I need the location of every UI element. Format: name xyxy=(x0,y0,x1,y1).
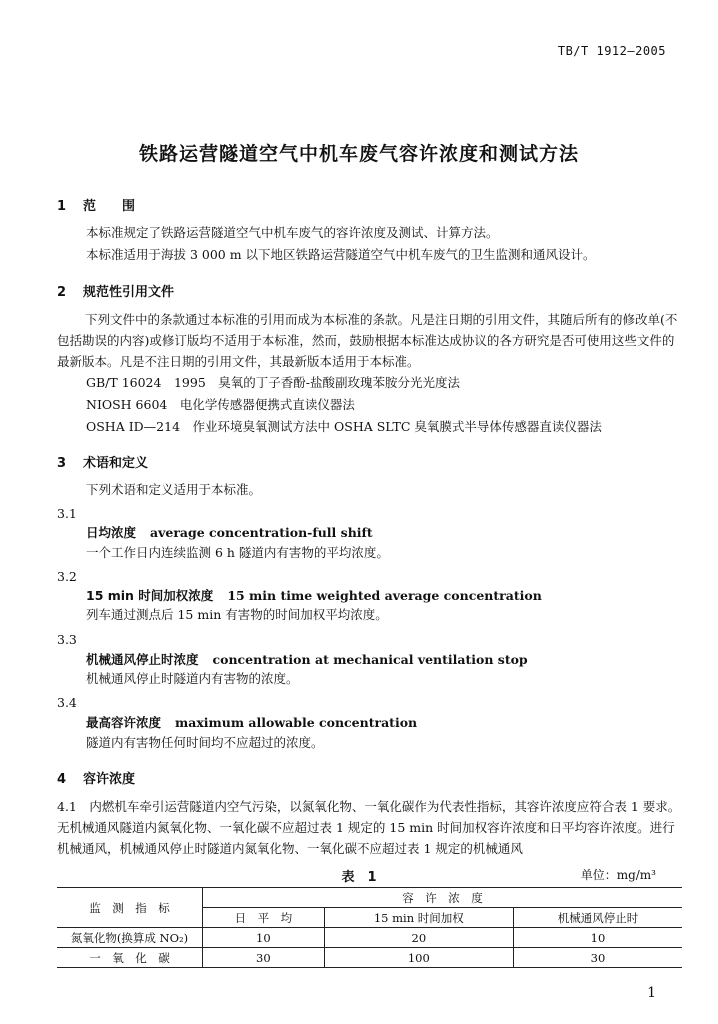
section-title: 范 围 xyxy=(83,199,136,214)
standard-number: TB/T 1912—2005 xyxy=(557,44,666,58)
term-en: 15 min time weighted average concentration xyxy=(227,588,542,603)
term-heading xyxy=(86,713,417,731)
term-definition: 隧道内有害物任何时间均不应超过的浓度。 xyxy=(86,735,324,750)
table-cell: 100 xyxy=(324,948,513,968)
table-header-col: 机械通风停止时 xyxy=(513,908,682,928)
table-cell: 30 xyxy=(513,948,682,968)
table-header-col: 15 min 时间加权 xyxy=(324,908,513,928)
term-zh: 15 min 时间加权浓度 xyxy=(86,588,214,603)
table-header-col: 日 平 均 xyxy=(203,908,325,928)
reference-item: OSHA ID—214 作业环境臭氧测试方法中 OSHA SLTC 臭氧膜式半导体传感器直读仪器法 xyxy=(86,419,602,434)
term-heading xyxy=(86,650,528,668)
clause-text: 内燃机车牵引运营隧道内空气污染，以氮氧化物、一氧化碳作为代表性指标，其容许浓度应符合表 1 要求。无机械通风隧道内氮氧化物、一氧化碳不应超过表 1 规定的 15 min 时间加权容许浓度和日平均容许浓度。进行机械通风，机械通风停止时隧道内氮氧化物、一氧化碳不应超过表 1 规定的机械通风 xyxy=(57,799,681,856)
table-row xyxy=(57,948,682,968)
table-cell-name: 一 氧 化 碳 xyxy=(57,948,203,968)
term-number: 3.3 xyxy=(57,632,77,647)
section-2-heading xyxy=(57,281,174,300)
page-number: 1 xyxy=(647,985,656,1001)
term-en: average concentration-full shift xyxy=(150,525,373,540)
term-number: 3.1 xyxy=(57,506,77,521)
section-number: 1 xyxy=(57,199,67,214)
term-zh: 日均浓度 xyxy=(86,525,137,540)
concentration-table xyxy=(57,887,682,968)
table-cell: 20 xyxy=(324,928,513,948)
table-header-group: 容 许 浓 度 xyxy=(203,888,683,908)
reference-item: GB/T 16024 1995 臭氧的丁子香酚-盐酸副玫瑰苯胺分光光度法 xyxy=(86,375,460,390)
section-4-heading xyxy=(57,768,135,787)
table-unit: 单位：mg/m³ xyxy=(580,868,656,882)
table-cell: 30 xyxy=(203,948,325,968)
section-3-heading xyxy=(57,452,148,471)
section-number: 2 xyxy=(57,285,67,300)
term-number: 3.2 xyxy=(57,569,77,584)
table-row xyxy=(57,928,682,948)
term-number: 3.4 xyxy=(57,695,77,710)
term-definition: 一个工作日内连续监测 6 h 隧道内有害物的平均浓度。 xyxy=(86,545,389,560)
term-en: maximum allowable concentration xyxy=(175,715,418,730)
section-4-paragraph xyxy=(57,796,682,859)
section-title: 容许浓度 xyxy=(83,772,136,787)
section-3-intro: 下列术语和定义适用于本标准。 xyxy=(86,482,262,497)
section-title: 术语和定义 xyxy=(83,456,149,471)
table-caption: 表 1 xyxy=(341,870,377,885)
term-heading xyxy=(86,523,373,541)
table-cell: 10 xyxy=(513,928,682,948)
reference-item: NIOSH 6604 电化学传感器便携式直读仪器法 xyxy=(86,397,355,412)
term-definition: 列车通过测点后 15 min 有害物的时间加权平均浓度。 xyxy=(86,607,388,622)
section-2-paragraph: 下列文件中的条款通过本标准的引用而成为本标准的条款。凡是注日期的引用文件，其随后所有的修改单(不包括勘误的内容)或修订版均不适用于本标准，然而，鼓励根据本标准达成协议的各方研究是否可使用这些文件的最新版本。凡是不注日期的引用文件，其最新版本适用于本标准。 xyxy=(57,312,678,369)
table-header-index: 监 测 指 标 xyxy=(57,888,203,928)
term-definition: 机械通风停止时隧道内有害物的浓度。 xyxy=(86,671,299,686)
term-heading xyxy=(86,586,542,604)
section-1-paragraph-1: 本标准规定了铁路运营隧道空气中机车废气的容许浓度及测试、计算方法。 xyxy=(86,225,499,240)
term-zh: 最高容许浓度 xyxy=(86,715,162,730)
clause-number: 4.1 xyxy=(57,799,77,814)
section-1-paragraph-2: 本标准适用于海拔 3 000 m 以下地区铁路运营隧道空气中机车废气的卫生监测和通风设计。 xyxy=(86,247,596,262)
document-title: 铁路运营隧道空气中机车废气容许浓度和测试方法 xyxy=(138,143,579,165)
section-1-heading xyxy=(57,195,135,214)
term-en: concentration at mechanical ventilation stop xyxy=(212,652,528,667)
term-zh: 机械通风停止时浓度 xyxy=(86,652,199,667)
section-title: 规范性引用文件 xyxy=(83,285,175,300)
section-number: 4 xyxy=(57,772,67,787)
table-cell-name: 氮氧化物(换算成 NO₂) xyxy=(57,928,203,948)
section-number: 3 xyxy=(57,456,67,471)
table-cell: 10 xyxy=(203,928,325,948)
